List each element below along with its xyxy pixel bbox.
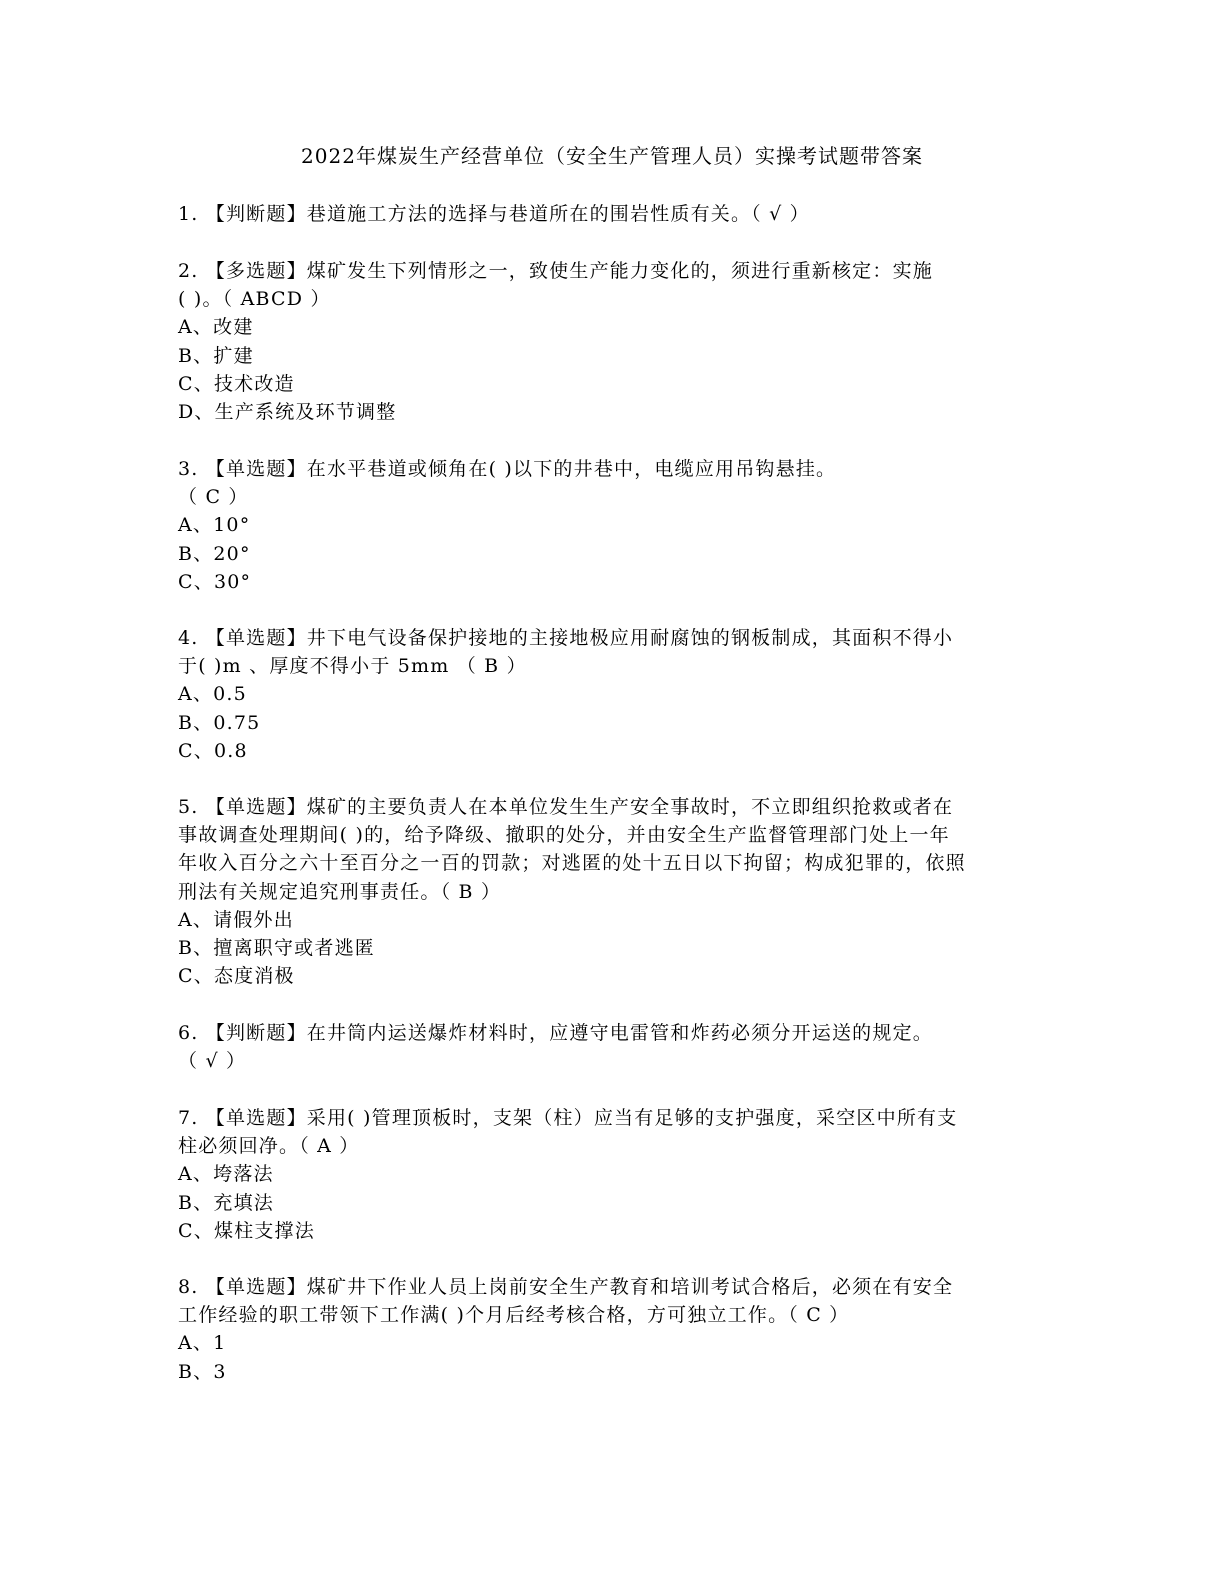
question-text-line: 事故调查处理期间( )的，给予降级、撤职的处分，并由安全生产监督管理部门处上一年 bbox=[178, 824, 950, 846]
answer-option: A、改建 bbox=[178, 316, 254, 338]
answer-option: A、1 bbox=[178, 1332, 227, 1354]
answer-option: B、20° bbox=[178, 543, 251, 565]
question-text-line: （ C ） bbox=[178, 486, 249, 508]
answer-option: B、3 bbox=[178, 1361, 227, 1383]
question-text-line: 年收入百分之六十至百分之一百的罚款；对逃匿的处十五日以下拘留；构成犯罪的，依照 bbox=[178, 852, 966, 874]
question-text-line: 1. 【判断题】巷道施工方法的选择与巷道所在的围岩性质有关。（ √ ） bbox=[178, 203, 810, 225]
question-text-line: ( )。（ ABCD ） bbox=[178, 288, 331, 310]
question-text-line: 2. 【多选题】煤矿发生下列情形之一，致使生产能力变化的，须进行重新核定：实施 bbox=[178, 260, 933, 282]
question-text-line: 柱必须回净。（ A ） bbox=[178, 1135, 360, 1157]
answer-option: A、请假外出 bbox=[178, 909, 294, 931]
answer-option: B、充填法 bbox=[178, 1192, 274, 1214]
answer-option: C、0.8 bbox=[178, 740, 248, 762]
answer-option: D、生产系统及环节调整 bbox=[178, 401, 397, 423]
answer-option: C、30° bbox=[178, 571, 252, 593]
question-text-line: 4. 【单选题】井下电气设备保护接地的主接地极应用耐腐蚀的钢板制成，其面积不得小 bbox=[178, 627, 954, 649]
question-text-line: 7. 【单选题】采用( )管理顶板时，支架（柱）应当有足够的支护强度，采空区中所有支 bbox=[178, 1107, 958, 1129]
answer-option: C、态度消极 bbox=[178, 965, 295, 987]
answer-option: C、煤柱支撑法 bbox=[178, 1220, 315, 1242]
answer-option: B、0.75 bbox=[178, 712, 261, 734]
answer-option: A、10° bbox=[178, 514, 251, 536]
answer-option: A、垮落法 bbox=[178, 1163, 274, 1185]
question-text-line: 于( )m 、厚度不得小于 5mm （ B ） bbox=[178, 655, 527, 677]
answer-option: C、技术改造 bbox=[178, 373, 295, 395]
answer-option: B、扩建 bbox=[178, 345, 254, 367]
question-text-line: 8. 【单选题】煤矿井下作业人员上岗前安全生产教育和培训考试合格后，必须在有安全 bbox=[178, 1276, 954, 1298]
answer-option: B、擅离职守或者逃匿 bbox=[178, 937, 375, 959]
answer-option: A、0.5 bbox=[178, 683, 247, 705]
question-text-line: 5. 【单选题】煤矿的主要负责人在本单位发生生产安全事故时，不立即组织抢救或者在 bbox=[178, 796, 954, 818]
question-text-line: 6. 【判断题】在井筒内运送爆炸材料时，应遵守电雷管和炸药必须分开运送的规定。 bbox=[178, 1022, 933, 1044]
question-text-line: （ √ ） bbox=[178, 1050, 247, 1072]
question-text-line: 工作经验的职工带领下工作满( )个月后经考核合格，方可独立工作。（ C ） bbox=[178, 1304, 850, 1326]
document-title: 2022年煤炭生产经营单位（安全生产管理人员）实操考试题带答案 bbox=[301, 144, 923, 168]
question-text-line: 刑法有关规定追究刑事责任。（ B ） bbox=[178, 881, 502, 903]
question-text-line: 3. 【单选题】在水平巷道或倾角在( )以下的井巷中，电缆应用吊钩悬挂。 bbox=[178, 458, 837, 480]
